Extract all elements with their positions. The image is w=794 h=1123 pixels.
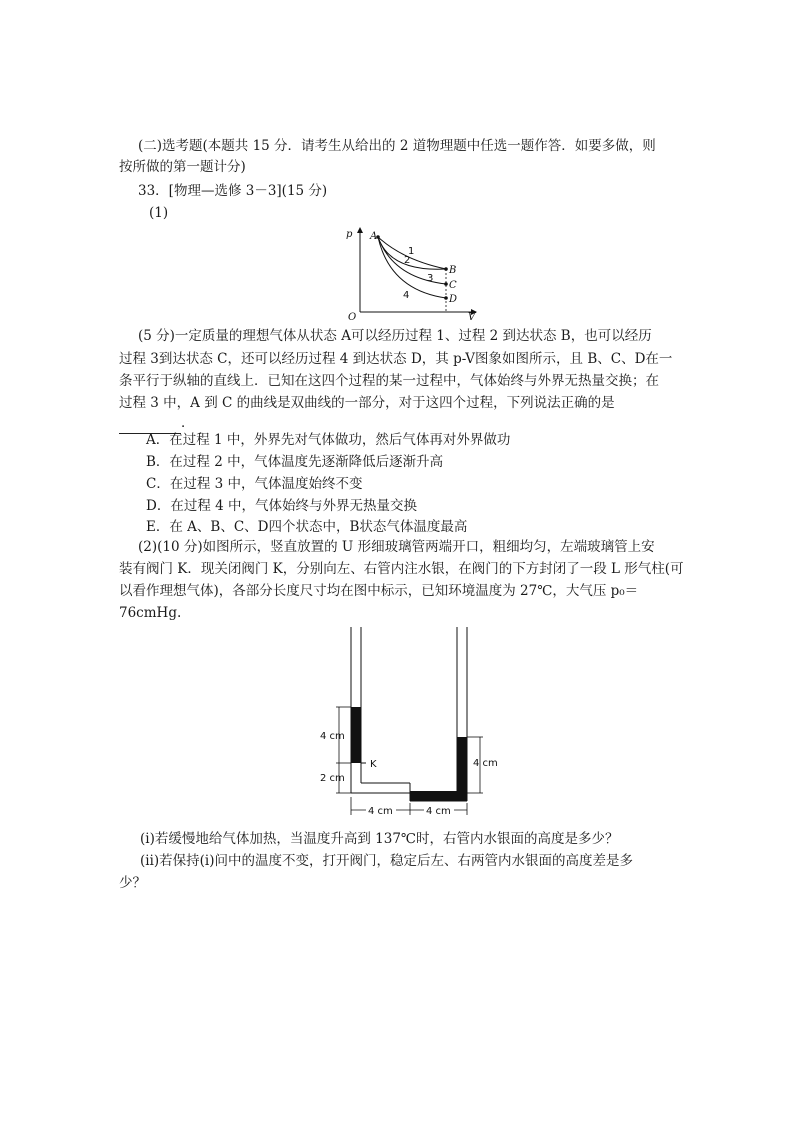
curve-label-4: 4: [403, 290, 410, 301]
curve-3: [378, 237, 446, 284]
option-a: A．在过程 1 中，外界先对气体做功，然后气体再对外界做功: [146, 432, 511, 448]
u-tube-diagram: [320, 625, 506, 821]
dim-label-bottom-left: 4 cm: [368, 806, 393, 817]
part2-text-line: 以看作理想气体)，各部分长度尺寸均在图中标示，已知环境温度为 27℃，大气压 p₀＝: [119, 583, 639, 599]
sub-question: (ⅱ)若保持(ⅰ)问中的温度不变，打开阀门，稳定后左、右两管内水银面的高度差是多: [140, 853, 634, 869]
option-b: B．在过程 2 中，气体温度先逐渐降低后逐渐升高: [146, 454, 444, 470]
option-d: D．在过程 4 中，气体始终与外界无热量交换: [146, 498, 417, 514]
section-header-line: (二)选考题(本题共 15 分．请考生从给出的 2 道物理题中任选一题作答．如要多做，则: [138, 138, 656, 154]
axis-label-v: V: [468, 312, 476, 322]
part2-text-line: (2)(10 分)如图所示，竖直放置的 U 形细玻璃管两端开口，粗细均匀，左端玻璃管上安: [138, 539, 655, 555]
option-e: E．在 A、B、C、D四个状态中，B状态气体温度最高: [146, 519, 468, 535]
point-b: [444, 267, 448, 271]
part2-text-line: 装有阀门 K．现关闭阀门 K，分别向左、右管内注水银，在阀门的下方封闭了一段 L 形气柱(可: [119, 561, 684, 577]
dim-label-bottom-right: 4 cm: [426, 806, 451, 817]
label-a: A: [370, 231, 378, 242]
curve-label-2: 2: [404, 255, 411, 266]
right-mercury-column: [457, 737, 467, 801]
label-d: D: [449, 294, 458, 305]
dim-label-left-top: 4 cm: [320, 731, 345, 742]
sub-question: 少？: [119, 875, 146, 891]
label-c: C: [449, 280, 457, 291]
part1-text-line: (5 分)一定质量的理想气体从状态 A可以经历过程 1、过程 2 到达状态 B，也可以经历: [138, 328, 652, 344]
part-label: (1): [149, 205, 169, 221]
part1-text-line: 过程 3到达状态 C，还可以经历过程 4 到达状态 D，其 p-V图象如图所示，且 B、C、D在一: [119, 351, 673, 367]
answer-blank-end: ．: [181, 415, 195, 431]
curve-label-1: 1: [408, 246, 415, 257]
curve-label-3: 3: [427, 273, 434, 284]
question-title: 33．[物理—选修 3－3](15 分): [138, 183, 328, 199]
point-d: [444, 296, 448, 300]
sub-question: (ⅰ)若缓慢地给气体加热，当温度升高到 137℃时，右管内水银面的高度是多少？: [140, 831, 619, 847]
section-header-line: 按所做的第一题计分): [119, 159, 246, 175]
option-c: C．在过程 3 中，气体温度始终不变: [146, 476, 363, 492]
axis-label-p: p: [346, 229, 353, 240]
dim-label-right: 4 cm: [473, 758, 498, 769]
part1-text-line: 过程 3 中，A 到 C 的曲线是双曲线的一部分，对于这四个过程，下列说法正确的是: [119, 395, 615, 411]
pv-diagram: [338, 222, 486, 322]
part1-text-line: 条平行于纵轴的直线上．已知在这四个过程的某一过程中，气体始终与外界无热量交换；在: [119, 373, 659, 389]
left-mercury-column: [351, 707, 361, 763]
dim-label-left-bottom: 2 cm: [320, 773, 345, 784]
part2-text-line: 76cmHg.: [119, 605, 182, 621]
label-b: B: [449, 265, 457, 276]
origin-label: O: [348, 312, 357, 322]
valve-label: K: [370, 759, 377, 770]
point-c: [444, 282, 448, 286]
